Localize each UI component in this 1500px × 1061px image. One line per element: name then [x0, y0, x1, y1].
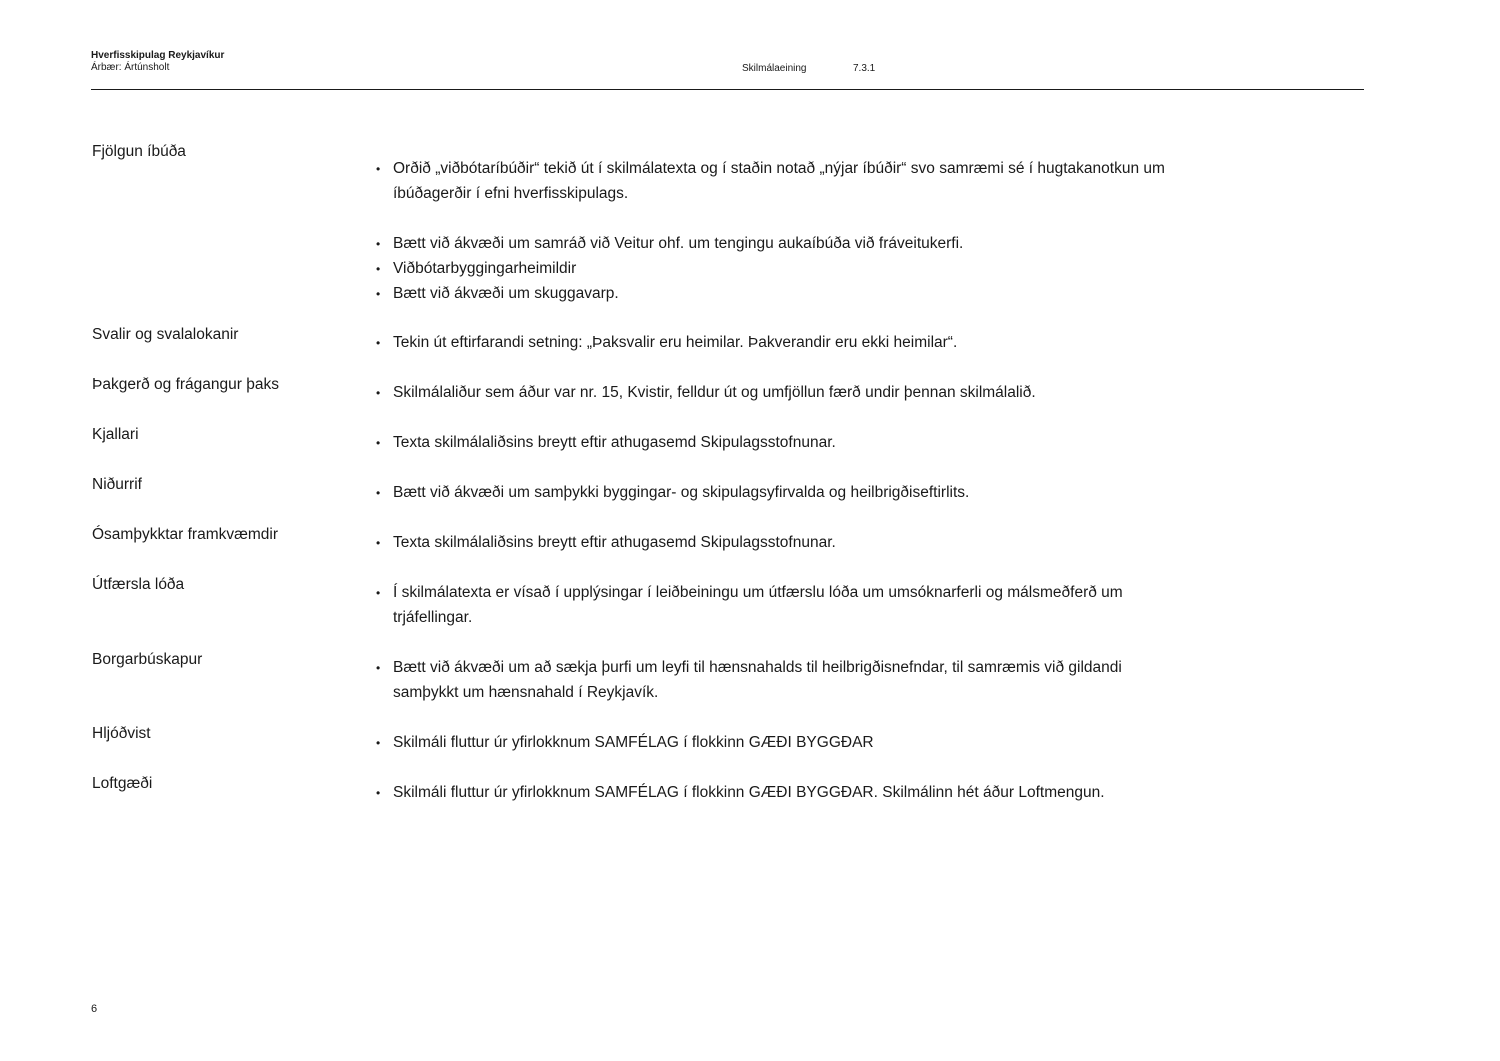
list-item: • Í skilmálatexta er vísað í upplýsingar í leiðbeiningu um útfærslu lóða um umsóknarferli og málsmeðferð um trjáfellingar.: [376, 581, 1176, 631]
row-label: Borgarbúskapur: [92, 651, 203, 668]
list-item: • Texta skilmálaliðsins breytt eftir athugasemd Skipulagsstofnunar.: [376, 431, 1176, 456]
row-label: Niðurrif: [92, 476, 142, 493]
row-label: Fjölgun íbúða: [92, 143, 186, 160]
row-label: Ósamþykktar framkvæmdir: [92, 526, 279, 543]
section-label: Skilmálaeining: [742, 63, 807, 74]
row-label: Loftgæði: [92, 775, 153, 792]
list-item: • Texta skilmálaliðsins breytt eftir athugasemd Skipulagsstofnunar.: [376, 531, 1176, 556]
row-label: Þakgerð og frágangur þaks: [92, 376, 279, 393]
list-item: • Viðbótarbyggingarheimildir: [376, 257, 1176, 282]
row-label: Svalir og svalalokanir: [92, 326, 239, 343]
list-item: • Bætt við ákvæði um samráð við Veitur ohf. um tengingu aukaíbúða við fráveitukerfi.: [376, 232, 1176, 257]
change-list: [376, 157, 1176, 207]
change-list: [376, 232, 1176, 306]
change-list: [376, 431, 1176, 456]
change-list: [376, 656, 1176, 706]
header-divider: [91, 89, 1364, 90]
change-list: [376, 781, 1176, 806]
change-list: [376, 531, 1176, 556]
document-header: [91, 50, 224, 74]
list-item: • Orðið „viðbótaríbúðir“ tekið út í skilmálatexta og í staðin notað „nýjar íbúðir“ svo samræmi sé í hugtakanotkun um íbúðagerðir í efni hverfisskipulags.: [376, 157, 1176, 207]
list-item: • Skilmáli fluttur úr yfirlokknum SAMFÉLAG í flokkinn GÆÐI BYGGÐAR. Skilmálinn hét áður Loftmengun.: [376, 781, 1176, 806]
document-subtitle: Árbær: Ártúnsholt: [91, 62, 170, 73]
list-item: • Skilmáli fluttur úr yfirlokknum SAMFÉLAG í flokkinn GÆÐI BYGGÐAR: [376, 731, 1176, 756]
row-label: Hljóðvist: [92, 725, 151, 742]
change-list: [376, 331, 1176, 356]
row-label: Útfærsla lóða: [92, 576, 185, 593]
page-number: 6: [91, 1003, 98, 1015]
change-list: [376, 581, 1176, 631]
row-label: Kjallari: [92, 426, 139, 443]
change-list: [376, 731, 1176, 756]
list-item: • Bætt við ákvæði um samþykki byggingar- og skipulagsyfirvalda og heilbrigðiseftirlits.: [376, 481, 1176, 506]
list-item: • Bætt við ákvæði um skuggavarp.: [376, 282, 1176, 307]
section-number: 7.3.1: [853, 63, 876, 74]
document-title: Hverfisskipulag Reykjavíkur: [91, 50, 225, 61]
list-item: • Tekin út eftirfarandi setning: „Þaksvalir eru heimilar. Þakverandir eru ekki heimilar“.: [376, 331, 1176, 356]
change-list: [376, 381, 1176, 406]
list-item: • Bætt við ákvæði um að sækja þurfi um leyfi til hænsnahalds til heilbrigðisnefndar, til samræmis við gildandi samþykkt um hænsnahald í Reykjavík.: [376, 656, 1176, 706]
list-item: • Skilmálaliður sem áður var nr. 15, Kvistir, felldur út og umfjöllun færð undir þennan skilmálalið.: [376, 381, 1176, 406]
change-list: [376, 481, 1176, 506]
